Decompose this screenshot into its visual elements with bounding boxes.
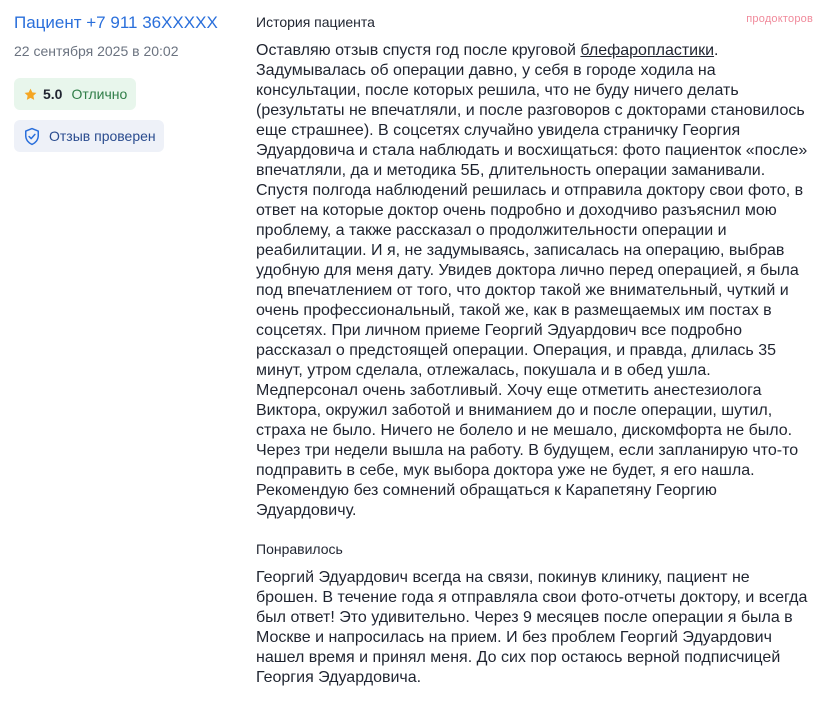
review-body xyxy=(256,12,816,688)
rating-label: Отлично xyxy=(71,86,128,102)
procedure-link[interactable]: блефаропластики xyxy=(580,42,715,59)
history-title: История пациента xyxy=(256,14,375,30)
history-text-rest: . Задумывалась об операции давно, у себя в городе ходила на консультации, после которых решила, что не буду ничего делать (результаты не впечатляли, и после разговоров с докторами становилось еще страшнее). В соцсетях случайно увидела страничку Георгия Эдуардовича и стала наблюдать и восхищаться: фото пациенток «после» впечатляли, да и методика 5Б, длительность операции заманивали. Спустя полгода наблюдений решилась и отправила доктору свои фото, в ответ на которые доктор очень подробно и доходчиво разъяснил мою проблему, а также рассказал о продолжительности операции и реабилитации. И я, не задумываясь, записалась на операцию, выбрав удобную для меня дату. Увидев доктора лично перед операцией, я была под впечатлением от того, что доктор такой же внимательный, чуткий и очень профессиональный, такой же, как в размещаемых им постах в соцсетях. При личном приеме Георгий Эдуардович все подробно рассказал о предстоящей операции. Операция, и правда, длилась 35 минут, утром сделала, отлежалась, покушала и в обед ушла. Медперсонал очень заботливый. Хочу еще отметить анестезиолога Виктора, окружил заботой и вниманием до и после операции, шутил, страха не было. Ничего не болело и не мешало, дискомфорта не было. Через три недели вышла на работу. В будущем, если запланирую что-то подправить в себе, мук выбора доктора уже не будет, я его нашла. Рекомендую без сомнений обращаться к Карапетяну Георгию Эдуардовичу. xyxy=(256,42,808,519)
rating-score: 5.0 xyxy=(43,86,63,102)
verified-badge[interactable] xyxy=(14,120,164,152)
author-link[interactable]: Пациент +7 911 36XXXXX xyxy=(14,13,218,32)
shield-check-icon xyxy=(22,126,42,147)
review-date: 22 сентября 2025 в 20:02 xyxy=(14,43,179,59)
history-text xyxy=(256,41,816,521)
rating-badge xyxy=(14,78,136,110)
brand-logo: продокторов xyxy=(746,13,813,25)
history-section xyxy=(256,12,816,521)
verified-label: Отзыв проверен xyxy=(49,128,156,144)
liked-section xyxy=(256,539,816,688)
history-text-start: Оставляю отзыв спустя год после круговой xyxy=(256,42,581,59)
liked-text: Георгий Эдуардович всегда на связи, покинув клинику, пациент не брошен. В течение года я отправляла свои фото-отчеты доктору, и всегда был ответ! Это удивительно. Через 9 месяцев после операции я была в Москве и напросилась на прием. И без проблем Георгий Эдуардович нашел время и принял меня. До сих пор остаюсь верной подписчицей Георгия Эдуардовича. xyxy=(256,569,808,686)
star-icon xyxy=(23,87,38,102)
review-meta xyxy=(14,12,234,152)
liked-title: Понравилось xyxy=(256,541,343,557)
